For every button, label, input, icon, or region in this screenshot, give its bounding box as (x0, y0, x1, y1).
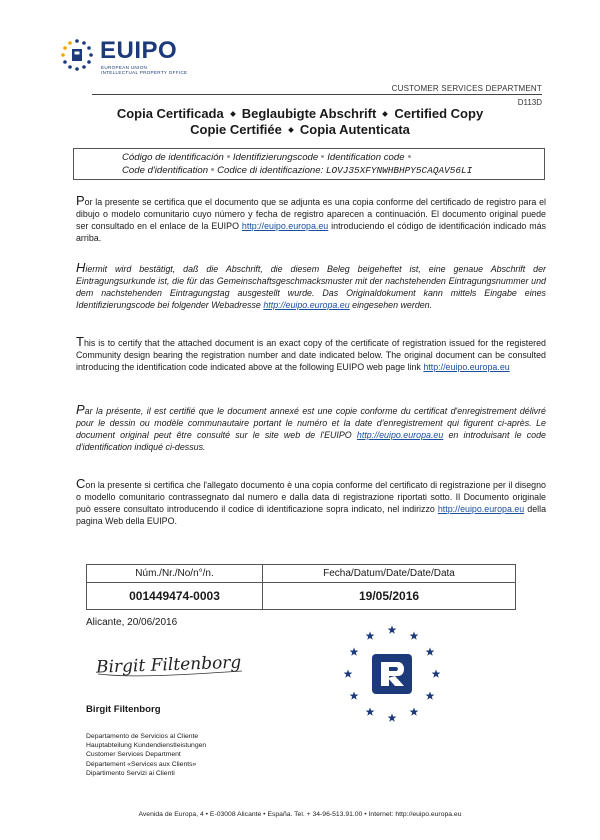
certification-paragraph-de (76, 262, 546, 311)
paragraph-text: iermit wird bestätigt, daß die Abschrift, die diesem Beleg beigeheftet ist, eine genaue Abschrift der Eintragungsurkunde ist, die für das Gemeinschaftsgeschmacksmuster mit der nachstehenden Eintragungsnummer und dem nachstehenden Eintragungstag ausgestellt wurde. Das Originaldokument kann mittels Eingabe eines Identifizierungscode bei folgender Webadresse (76, 264, 546, 310)
diamond-separator-icon (288, 127, 294, 133)
department-name-it: Dipartimento Servizi ai Clienti (86, 769, 175, 777)
diamond-separator-icon (382, 111, 388, 117)
title-line-1 (0, 106, 600, 121)
department-name-en: Customer Services Department (86, 751, 181, 759)
title-de: Beglaubigte Abschrift (241, 106, 377, 121)
id-label-fr: Code d'identification (122, 165, 209, 176)
dot-separator-icon (211, 168, 214, 171)
euipo-star-circle-icon (58, 36, 96, 74)
id-label-it: Codice di identificazione: (217, 165, 324, 176)
id-label-de: Identifizierungscode (232, 152, 319, 163)
euipo-logo (58, 36, 218, 80)
department-name-fr: Département «Services aux Clients» (86, 760, 197, 768)
logo-subtitle (101, 65, 187, 76)
dot-separator-icon (227, 155, 230, 158)
signer-name: Birgit Filtenborg (86, 704, 161, 715)
paragraph-text: ar la présente, il est certifié que le document annexé est une copie conforme du certificat d'enregistrement délivré pour le dessin ou modèle communautaire portant le numéro et la date d'enregistrement qui figurent ci-après. Le document original peut être consulté sur le site web de l'EUIPO (76, 406, 546, 440)
footer-address: Avenida de Europa, 4 • E-03008 Alicante • España. Tel. + 34-96-513.91.00 • Internet: http://euipo.europa.eu (138, 811, 462, 818)
id-labels-line-1 (122, 152, 414, 163)
euipo-link[interactable]: http://euipo.europa.eu (263, 300, 350, 310)
drop-cap: P (76, 402, 85, 417)
id-label-es: Código de identificación (122, 152, 224, 163)
department-name-es: Departamento de Servicios al Cliente (86, 733, 199, 740)
drop-cap: T (76, 334, 84, 349)
registration-number: 001449474-0003 (87, 583, 263, 610)
document-code: D113D (517, 98, 542, 107)
euipo-link[interactable]: http://euipo.europa.eu (423, 362, 510, 372)
id-label-en: Identification code (327, 152, 405, 163)
paragraph-text-after: en introduisant le code d'identification indiqué ci-dessus. (76, 430, 546, 452)
place-and-date: Alicante, 20/06/2016 (86, 617, 178, 628)
euipo-link[interactable]: http://euipo.europa.eu (356, 430, 444, 440)
handwritten-signature (92, 644, 262, 684)
logo-subtitle-line-1: EUROPEAN UNION (101, 65, 148, 70)
paragraph-text-after: eingesehen werden. (349, 300, 433, 310)
title-fr: Copie Certifiée (190, 122, 282, 137)
drop-cap: C (76, 476, 86, 491)
title-it: Copia Autenticata (299, 122, 410, 137)
logo-name: EUIPO (100, 37, 178, 64)
signature-text: Birgit Filtenborg (95, 652, 242, 678)
department-names (86, 732, 206, 778)
paragraph-text: his is to certify that the attached document is an exact copy of the certificate of registration issued for the registered Community design bearing the registration number and date indicated below. The original document can be consulted introducing the identification code indicated above at the following EUIPO web page link (76, 338, 546, 372)
certification-paragraph-fr (76, 404, 546, 453)
registration-number-header: Núm./Nr./No/n°/n. (87, 565, 263, 583)
paragraph-text-after: della pagina Web della EUIPO. (76, 504, 547, 526)
paragraph-text: on la presente si certifica che l'allegato documento è una copia conforme del certificato di registrazione per il disegno o modello comunitario contrassegnato dal numero e dalla data di registrazione riportati sotto. Il Documento originale può essere consultato introducendo il codice di identificazione sopra indicato, nel indirizzo (76, 480, 546, 514)
registration-date: 19/05/2016 (263, 583, 516, 610)
euipo-star-seal-icon (340, 622, 444, 726)
euipo-link[interactable]: http://euipo.europa.eu (241, 221, 329, 231)
certification-paragraph-en (76, 336, 546, 373)
dot-separator-icon (321, 155, 324, 158)
drop-cap: P (76, 193, 85, 208)
identification-code-box (73, 148, 545, 180)
title-es: Copia Certificada (116, 106, 224, 121)
header-divider (92, 94, 542, 95)
department-header: CUSTOMER SERVICES DEPARTMENT (391, 84, 542, 93)
certification-paragraph-es (76, 195, 546, 244)
table-header-row (87, 565, 516, 583)
dot-separator-icon (408, 155, 411, 158)
registration-table (86, 564, 516, 610)
table-row (87, 583, 516, 610)
euipo-link[interactable]: http://euipo.europa.eu (437, 504, 525, 514)
logo-subtitle-line-2: INTELLECTUAL PROPERTY OFFICE (101, 70, 188, 76)
id-labels-line-2 (122, 165, 472, 176)
paragraph-text-after: introduciendo el código de identificación indicado más arriba. (76, 221, 546, 243)
paragraph-text: or la presente se certifica que el documento que se adjunta es una copia conforme del certificado de registro para el dibujo o modelo comunitario cuyo número y fecha de registro aparecen a continuación. El documento original puede ser consultado en el enlace de la EUIPO (76, 197, 546, 231)
certification-paragraph-it (76, 478, 546, 527)
drop-cap: H (76, 260, 86, 275)
title-line-2 (0, 122, 600, 137)
registration-date-header: Fecha/Datum/Date/Date/Data (263, 565, 516, 583)
diamond-separator-icon (230, 111, 236, 117)
title-en: Certified Copy (394, 106, 484, 121)
department-name-de: Hauptabteilung Kundendienstleistungen (86, 742, 207, 750)
identification-code: LOVJ35XFYNWHBHPY5CAQAV56LI (325, 165, 473, 176)
